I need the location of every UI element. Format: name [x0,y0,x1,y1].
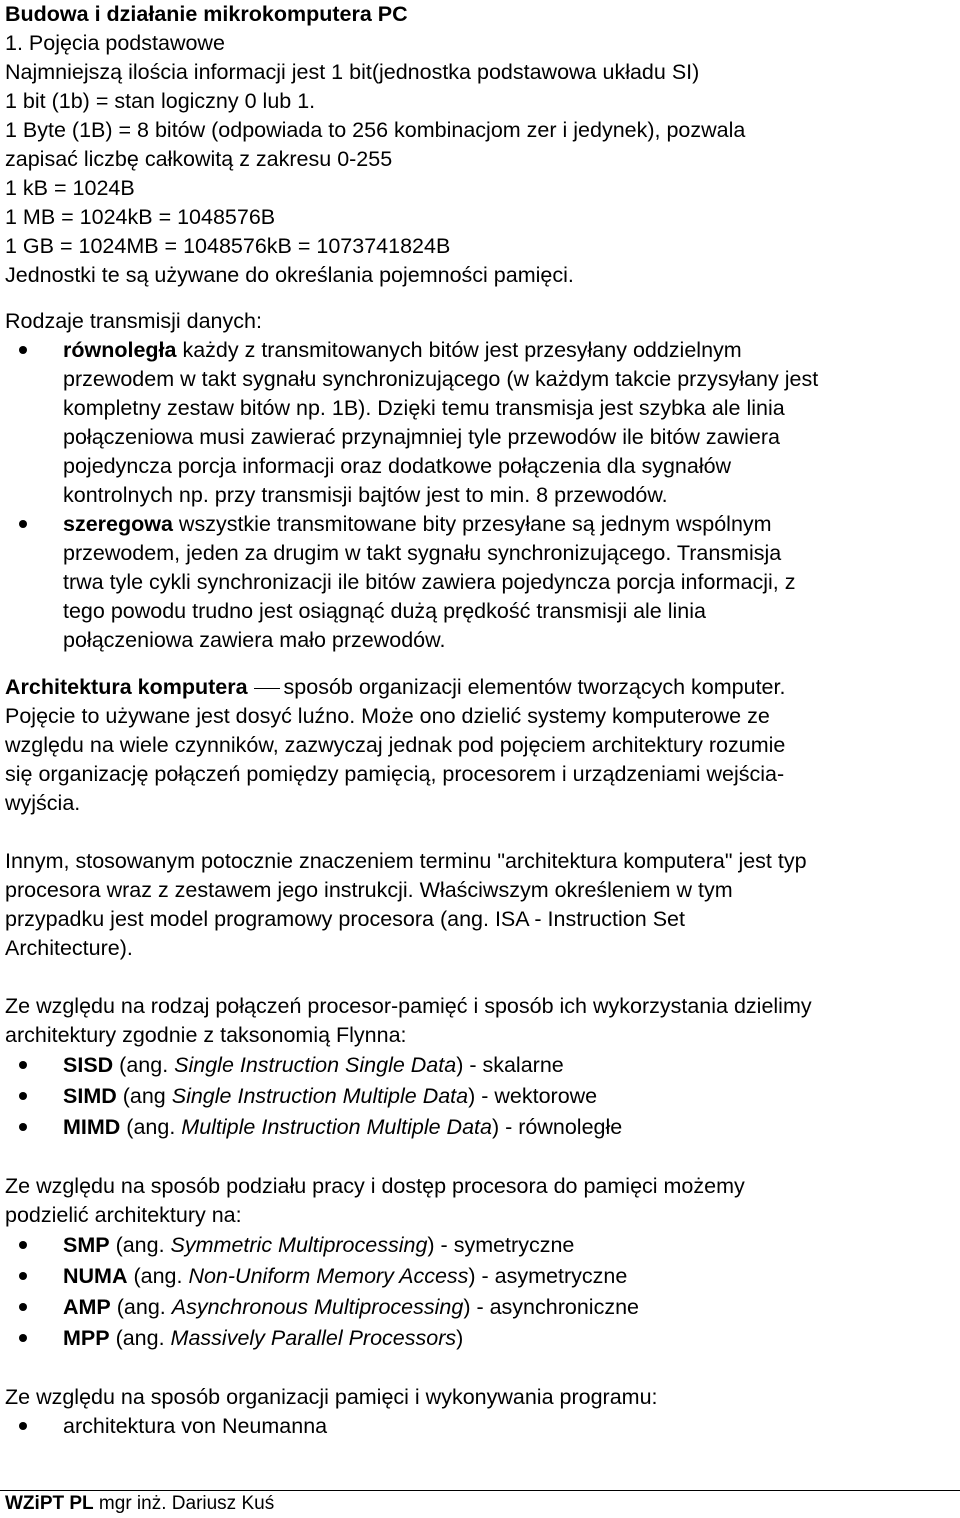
abbr: SMP [63,1233,110,1257]
basics-paragraph [5,58,955,290]
flynn-list [5,1050,955,1143]
list-item [5,1261,955,1292]
abbr: MIMD [63,1115,121,1139]
list-item-text: architektura von Neumanna [63,1414,328,1438]
list-item-text: tego powodu trudno jest osiągnąć dużą prędkość transmisji ale linia [63,599,706,623]
text: ) [456,1326,464,1350]
paragraph-line: wyjścia. [5,791,81,815]
basics-line: Najmniejszą ilościa informacji jest 1 bit(jednostka podstawowa układu SI) [5,60,700,84]
full-name: Single Instruction Single Data [174,1053,457,1077]
memory-org-paragraph [5,1383,955,1441]
document [5,0,955,1441]
term-serial: szeregowa [63,512,173,536]
basics-line: 1 MB = 1024kB = 1048576B [5,205,276,229]
architecture-definition: sposób organizacji elementów tworzących komputer. [283,675,786,699]
work-division-list [5,1230,955,1354]
paragraph-line: Ze względu na rodzaj połączeń procesor-pamięć i sposób ich wykorzystania dzielimy [5,994,812,1018]
bullet-icon [19,346,27,354]
text: (ang. [113,1053,175,1077]
text: (ang. [127,1264,189,1288]
isa-paragraph [5,847,955,963]
abbr: SIMD [63,1084,117,1108]
basics-line: 1 kB = 1024B [5,176,135,200]
list-item-text: przewodem w takt sygnału synchronizującego (w każdym takcie przysyłany jest [63,367,819,391]
bullet-icon [19,1061,27,1069]
basics-line: Jednostki te są używane do określania pojemności pamięci. [5,263,574,287]
bullet-icon [19,1334,27,1342]
transmission-list [5,336,955,655]
basics-line: 1 bit (1b) = stan logiczny 0 lub 1. [5,89,316,113]
list-item-text: pojedyncza porcja informacji oraz dodatkowe połączenia dla sygnałów [63,454,732,478]
list-item-parallel [5,336,955,510]
text: (ang. [109,1326,171,1350]
full-name: Single Instruction Multiple Data [171,1084,469,1108]
full-name: Asynchronous Multiprocessing [171,1295,464,1319]
full-name: Symmetric Multiprocessing [170,1233,428,1257]
paragraph-line: przypadku jest model programowy procesora (ang. ISA - Instruction Set [5,907,685,931]
work-division-paragraph [5,1172,955,1354]
bullet-icon [19,1422,27,1430]
document-title: Budowa i działanie mikrokomputera PC [5,2,408,26]
text: ) - skalarne [456,1053,564,1077]
list-item-text: trwa tyle cykli synchronizacji ile bitów zawiera pojedyncza porcja informacji, z [63,570,796,594]
paragraph-line: podzielić architektury na: [5,1203,242,1227]
paragraph-line: się organizację połączeń pomiędzy pamięcią, procesorem i urządzeniami wejścia- [5,762,785,786]
basics-line: zapisać liczbę całkowitą z zakresu 0-255 [5,147,393,171]
paragraph-line: Ze względu na sposób organizacji pamięci i wykonywania programu: [5,1385,658,1409]
list-item-text: każdy z transmitowanych bitów jest przesyłany oddzielnym [176,338,742,362]
list-item-text: przewodem, jeden za drugim w takt sygnału synchronizującego. Transmisja [63,541,782,565]
paragraph-line: procesora wraz z zestawem jego instrukcji. Właściwszym określeniem w tym [5,878,733,902]
memory-org-list [5,1412,955,1441]
text: (ang. [120,1115,182,1139]
bullet-icon [19,520,27,528]
paragraph-line: względu na wiele czynników, zazwyczaj jednak pod pojęciem architektury rozumie [5,733,786,757]
full-name: Multiple Instruction Multiple Data [181,1115,492,1139]
list-item-text: kontrolnych np. przy transmisji bajtów jest to min. 8 przewodów. [63,483,668,507]
basics-line: 1 GB = 1024MB = 1048576kB = 1073741824B [5,234,451,258]
list-item-serial [5,510,955,655]
em-dash [254,688,280,689]
section-heading: 1. Pojęcia podstawowe [5,31,225,55]
text: (ang. [109,1233,171,1257]
bullet-icon [19,1241,27,1249]
paragraph-line: architektury zgodnie z taksonomią Flynna: [5,1023,407,1047]
text: ) - asynchroniczne [463,1295,639,1319]
transmission-heading: Rodzaje transmisji danych: [5,309,262,333]
text: (ang. [110,1295,172,1319]
architecture-paragraph [5,673,955,818]
list-item-text: kompletny zestaw bitów np. 1B). Dzięki temu transmisja jest szybka ale linia [63,396,785,420]
bullet-icon [19,1272,27,1280]
term-parallel: równoległa [63,338,177,362]
bullet-icon [19,1303,27,1311]
list-item [5,1112,955,1143]
full-name: Non-Uniform Memory Access [188,1264,469,1288]
page-footer [0,1490,960,1518]
basics-line: 1 Byte (1B) = 8 bitów (odpowiada to 256 kombinacjom zer i jedynek), pozwala [5,118,746,142]
text: ) - asymetryczne [468,1264,628,1288]
list-item-text: połączeniowa musi zawierać przynajmniej tyle przewodów ile bitów zawiera [63,425,780,449]
text: ) - symetryczne [427,1233,575,1257]
bullet-icon [19,1123,27,1131]
list-item-text: połączeniowa zawiera mało przewodów. [63,628,446,652]
list-item [5,1050,955,1081]
text: (ang [116,1084,172,1108]
abbr: MPP [63,1326,110,1350]
flynn-paragraph [5,992,955,1143]
architecture-term: Architektura komputera [5,675,248,699]
bullet-icon [19,1092,27,1100]
paragraph-line: Architecture). [5,936,133,960]
text: ) - równoległe [491,1115,623,1139]
abbr: SISD [63,1053,114,1077]
paragraph-line: Pojęcie to używane jest dosyć luźno. Może ono dzielić systemy komputerowe ze [5,704,770,728]
list-item [5,1323,955,1354]
paragraph-line: Innym, stosowanym potocznie znaczeniem terminu "architektura komputera" jest typ [5,849,807,873]
abbr: AMP [63,1295,111,1319]
list-item [5,1081,955,1112]
list-item [5,1292,955,1323]
text: ) - wektorowe [468,1084,598,1108]
list-item [5,1230,955,1261]
abbr: NUMA [63,1264,128,1288]
paragraph-line: Ze względu na sposób podziału pracy i dostęp procesora do pamięci możemy [5,1174,745,1198]
footer-author: mgr inż. Dariusz Kuś [93,1493,275,1514]
footer-org: WZiPT PL [5,1493,94,1514]
list-item-text: wszystkie transmitowane bity przesyłane są jednym wspólnym [172,512,772,536]
full-name: Massively Parallel Processors [170,1326,457,1350]
list-item [5,1412,955,1441]
